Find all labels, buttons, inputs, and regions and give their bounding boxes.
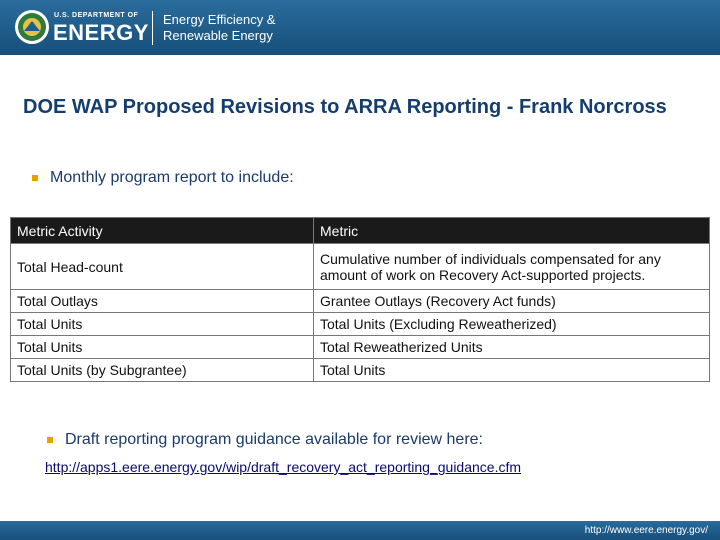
agency-name-small: U.S. DEPARTMENT OF: [54, 12, 139, 19]
footer-bar: [0, 521, 720, 540]
table-row: [11, 290, 710, 313]
cell-metric-activity: Total Outlays: [11, 290, 314, 313]
cell-metric-activity: Total Head-count: [11, 244, 314, 290]
table-header-row: [11, 218, 710, 244]
metrics-table: [10, 217, 710, 382]
cell-metric-activity: Total Units: [11, 336, 314, 359]
cell-metric: Total Units: [314, 359, 710, 382]
cell-metric: Total Units (Excluding Reweatherized): [314, 313, 710, 336]
cell-metric-activity: Total Units (by Subgrantee): [11, 359, 314, 382]
table-row: [11, 244, 710, 290]
bullet-text: Draft reporting program guidance available for review here:: [65, 431, 483, 448]
header-bar: [0, 0, 720, 55]
doe-seal-icon: [14, 9, 50, 45]
cell-metric-activity: Total Units: [11, 313, 314, 336]
guidance-link[interactable]: http://apps1.eere.energy.gov/wip/draft_recovery_act_reporting_guidance.cfm: [45, 459, 522, 475]
cell-metric: Cumulative number of individuals compensated for any amount of work on Recovery Act-supported projects.: [314, 244, 710, 290]
office-name-line2: Renewable Energy: [163, 28, 273, 43]
column-header-metric-activity: Metric Activity: [11, 218, 314, 244]
bullet-text: Monthly program report to include:: [50, 169, 294, 186]
footer-url: http://www.eere.energy.gov/: [584, 525, 708, 536]
bullet-item: [32, 169, 294, 187]
header-divider: [152, 11, 153, 45]
square-bullet-icon: [32, 175, 38, 181]
table-row: [11, 313, 710, 336]
office-name-line1: Energy Efficiency &: [163, 12, 276, 27]
column-header-metric: Metric: [314, 218, 710, 244]
table-row: [11, 336, 710, 359]
square-bullet-icon: [47, 437, 53, 443]
agency-name-large: ENERGY: [53, 20, 149, 45]
slide-title: DOE WAP Proposed Revisions to ARRA Reporting - Frank Norcross: [23, 96, 667, 118]
cell-metric: Total Reweatherized Units: [314, 336, 710, 359]
cell-metric: Grantee Outlays (Recovery Act funds): [314, 290, 710, 313]
bullet-item: [47, 431, 483, 449]
table-row: [11, 359, 710, 382]
